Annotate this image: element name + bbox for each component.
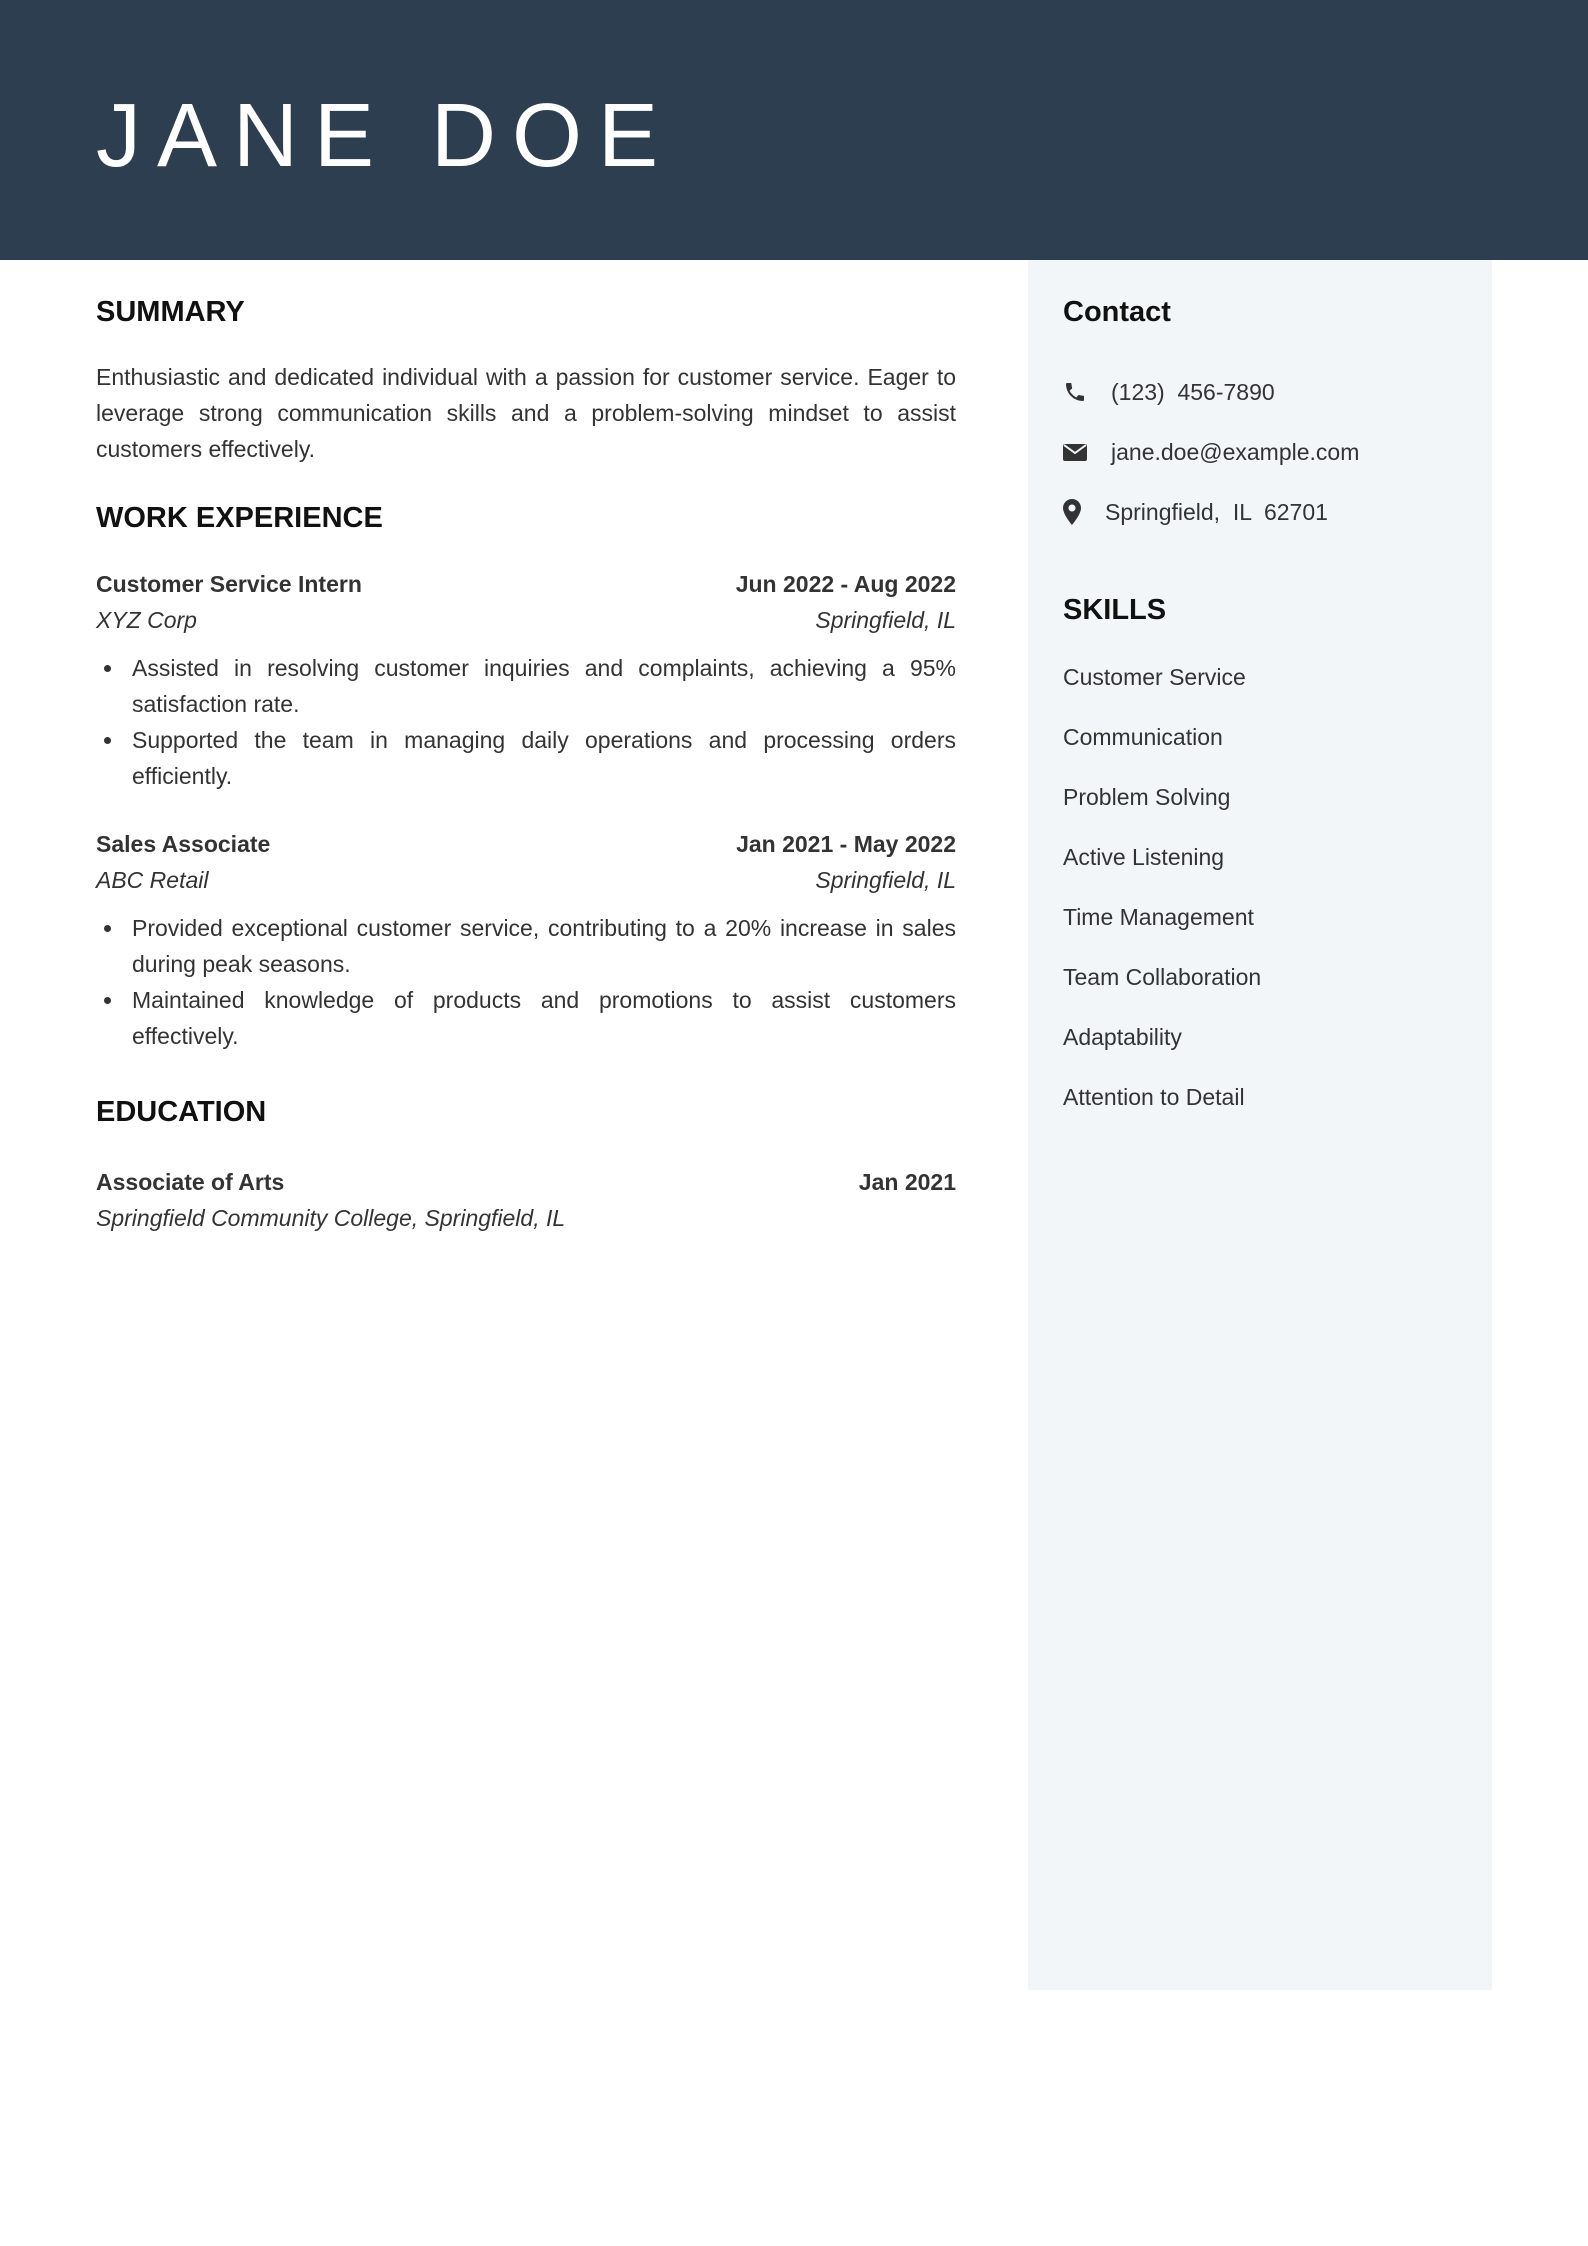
- summary-text: Enthusiastic and dedicated individual with a passion for customer service. Eager to leverage strong communication skills and a problem-solving mindset to assist customers effectively.: [96, 364, 956, 462]
- skill-item: Adaptability: [1063, 1024, 1182, 1050]
- map-marker-icon: [1063, 499, 1105, 525]
- skill-item: Active Listening: [1063, 844, 1225, 870]
- candidate-name: JANE DOE: [96, 86, 675, 186]
- job-dates: Jun 2022 - Aug 2022: [735, 571, 956, 597]
- envelope-icon: [1063, 442, 1111, 462]
- skills-list: [1063, 659, 1261, 1139]
- location-text: Springfield, IL 62701: [1105, 499, 1328, 525]
- job-bullet: Assisted in resolving customer inquiries and complaints, achieving a 95% satisfaction rate.: [96, 650, 956, 722]
- skill-item: Attention to Detail: [1063, 1084, 1245, 1110]
- job-bullet: Supported the team in managing daily operations and processing orders efficiently.: [96, 722, 956, 794]
- contact-location: [1063, 494, 1328, 530]
- summary-heading: SUMMARY: [96, 296, 245, 328]
- skill-item: Problem Solving: [1063, 784, 1231, 810]
- job-location: Springfield, IL: [815, 607, 956, 633]
- skill-item: Team Collaboration: [1063, 964, 1262, 990]
- education-heading: EDUCATION: [96, 1096, 267, 1128]
- job-role: Sales Associate: [96, 831, 271, 857]
- job-entry: [96, 566, 956, 794]
- job-bullets: [96, 910, 956, 1054]
- job-bullet: Maintained knowledge of products and promotions to assist customers effectively.: [96, 982, 956, 1054]
- phone-number: (123) 456-7890: [1111, 379, 1275, 405]
- job-bullet: Provided exceptional customer service, contributing to a 20% increase in sales during peak seasons.: [96, 910, 956, 982]
- email-address: jane.doe@example.com: [1111, 439, 1360, 465]
- skill-item: Time Management: [1063, 904, 1254, 930]
- job-entry: [96, 826, 956, 1054]
- contact-phone: [1063, 374, 1275, 410]
- school: Springfield Community College, Springfield, IL: [96, 1205, 566, 1231]
- job-company: ABC Retail: [96, 867, 209, 893]
- job-bullets: [96, 650, 956, 794]
- header-banner: [0, 0, 1588, 260]
- skill-item: Customer Service: [1063, 664, 1246, 690]
- work-experience-heading: WORK EXPERIENCE: [96, 502, 383, 534]
- education-entry: [96, 1164, 956, 1236]
- job-dates: Jan 2021 - May 2022: [736, 831, 956, 857]
- phone-icon: [1063, 380, 1111, 404]
- education-date: Jan 2021: [858, 1169, 956, 1195]
- skills-heading: SKILLS: [1063, 594, 1167, 626]
- job-role: Customer Service Intern: [96, 571, 362, 597]
- contact-heading: Contact: [1063, 296, 1171, 328]
- skill-item: Communication: [1063, 724, 1223, 750]
- sidebar: [1028, 260, 1492, 1990]
- degree: Associate of Arts: [96, 1169, 285, 1195]
- job-location: Springfield, IL: [815, 867, 956, 893]
- contact-email: [1063, 434, 1359, 470]
- job-company: XYZ Corp: [96, 607, 197, 633]
